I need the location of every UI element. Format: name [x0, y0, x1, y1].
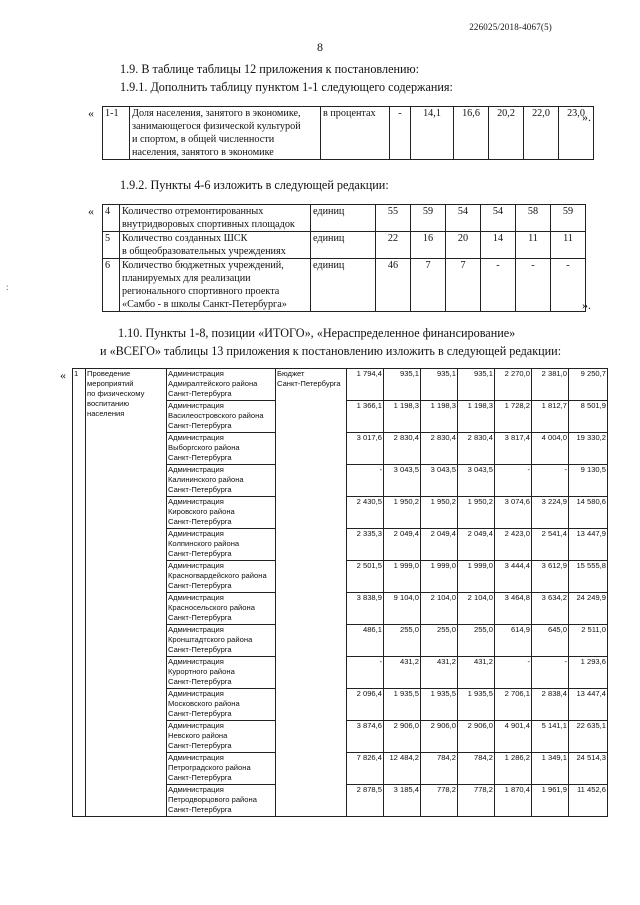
margin-mark: : — [6, 282, 9, 292]
value-cell: 7 — [411, 259, 446, 312]
value-cell: 3 043,5 — [421, 465, 458, 497]
value-cell: 16 — [411, 232, 446, 259]
organization-name: Администрация Василеостровского района Санкт-Петербурга — [167, 401, 276, 433]
value-cell: 3 874,6 — [347, 721, 384, 753]
value-cell: 431,2 — [458, 657, 495, 689]
indicator-name: Количество созданных ШСК в общеобразовательных учреждениях — [120, 232, 311, 259]
value-cell: 255,0 — [458, 625, 495, 657]
value-cell: 784,2 — [458, 753, 495, 785]
value-cell: 54 — [446, 205, 481, 232]
paragraph-1-10-line1: 1.10. Пункты 1-8, позиции «ИТОГО», «Нераспределенное финансирование» — [118, 326, 516, 340]
table-row — [103, 205, 586, 232]
table-row — [103, 232, 586, 259]
page-number: 8 — [317, 40, 323, 54]
unit: единиц — [311, 232, 376, 259]
value-cell: 22 635,1 — [569, 721, 608, 753]
value-cell: 54 — [481, 205, 516, 232]
organization-name: Администрация Красносельского района Санкт-Петербурга — [167, 593, 276, 625]
value-cell: 2 049,4 — [384, 529, 421, 561]
value-cell: 1 999,0 — [421, 561, 458, 593]
value-cell: 14 580,6 — [569, 497, 608, 529]
value-cell: 3 074,6 — [495, 497, 532, 529]
row-number: 6 — [103, 259, 120, 312]
row-number: 1 — [73, 369, 86, 817]
value-cell: - — [516, 259, 551, 312]
organization-name: Администрация Калининского района Санкт-Петербурга — [167, 465, 276, 497]
value-cell: 13 447,9 — [569, 529, 608, 561]
unit: единиц — [311, 259, 376, 312]
value-cell: 11 — [516, 232, 551, 259]
value-cell: 645,0 — [532, 625, 569, 657]
value-cell: 1 870,4 — [495, 785, 532, 817]
value-cell: 20,2 — [489, 107, 524, 160]
paragraph-1-9-2: 1.9.2. Пункты 4-6 изложить в следующей редакции: — [120, 178, 389, 192]
value-cell: 7 826,4 — [347, 753, 384, 785]
value-cell: 2 049,4 — [421, 529, 458, 561]
value-cell: 1 728,2 — [495, 401, 532, 433]
value-cell: 1 935,5 — [384, 689, 421, 721]
value-cell: 2 430,5 — [347, 497, 384, 529]
table-12-points-4-6 — [102, 204, 586, 312]
value-cell: 2 104,0 — [458, 593, 495, 625]
organization-name: Администрация Московского района Санкт-Петербурга — [167, 689, 276, 721]
value-cell: 1 950,2 — [384, 497, 421, 529]
value-cell: 12 484,2 — [384, 753, 421, 785]
table-row — [103, 107, 594, 160]
organization-name: Администрация Петродворцового района Санкт-Петербурга — [167, 785, 276, 817]
organization-name: Администрация Невского района Санкт-Петербурга — [167, 721, 276, 753]
value-cell: - — [347, 657, 384, 689]
value-cell: 1 198,3 — [384, 401, 421, 433]
value-cell: 1 999,0 — [458, 561, 495, 593]
paragraph-1-9-1: 1.9.1. Дополнить таблицу пунктом 1-1 следующего содержания: — [120, 80, 453, 94]
value-cell: 2 104,0 — [421, 593, 458, 625]
value-cell: 9 250,7 — [569, 369, 608, 401]
value-cell: - — [532, 465, 569, 497]
value-cell: 4 901,4 — [495, 721, 532, 753]
table-row — [103, 259, 586, 312]
value-cell: 1 349,1 — [532, 753, 569, 785]
value-cell: 935,1 — [421, 369, 458, 401]
value-cell: 22,0 — [524, 107, 559, 160]
value-cell: 2 423,0 — [495, 529, 532, 561]
value-cell: 3 634,2 — [532, 593, 569, 625]
value-cell: 3 043,5 — [384, 465, 421, 497]
value-cell: 19 330,2 — [569, 433, 608, 465]
organization-name: Администрация Петроградского района Санкт-Петербурга — [167, 753, 276, 785]
value-cell: 2 096,4 — [347, 689, 384, 721]
value-cell: 1 286,2 — [495, 753, 532, 785]
value-cell: 2 541,4 — [532, 529, 569, 561]
organization-name: Администрация Колпинского района Санкт-Петербурга — [167, 529, 276, 561]
organization-name: Администрация Кировского района Санкт-Петербурга — [167, 497, 276, 529]
value-cell: 778,2 — [421, 785, 458, 817]
row-number: 1-1 — [103, 107, 130, 160]
unit: в процентах — [321, 107, 390, 160]
value-cell: 7 — [446, 259, 481, 312]
value-cell: 3 464,8 — [495, 593, 532, 625]
value-cell: 1 950,2 — [421, 497, 458, 529]
value-cell: 2 878,5 — [347, 785, 384, 817]
value-cell: 24 249,9 — [569, 593, 608, 625]
value-cell: 2 501,5 — [347, 561, 384, 593]
value-cell: 3 224,9 — [532, 497, 569, 529]
value-cell: 3 017,6 — [347, 433, 384, 465]
indicator-name: Количество бюджетных учреждений, планируемых для реализации регионального спортивного проекта «Самбо - в школы Санкт-Петербурга» — [120, 259, 311, 312]
value-cell: 2 838,4 — [532, 689, 569, 721]
organization-name: Администрация Выборгского района Санкт-Петербурга — [167, 433, 276, 465]
value-cell: 11 — [551, 232, 586, 259]
value-cell: 9 104,0 — [384, 593, 421, 625]
value-cell: 1 935,5 — [458, 689, 495, 721]
value-cell: 255,0 — [421, 625, 458, 657]
value-cell: 3 612,9 — [532, 561, 569, 593]
value-cell: 2 830,4 — [421, 433, 458, 465]
activity-name: Проведение мероприятий по физическому воспитанию населения — [86, 369, 167, 817]
value-cell: 2 906,0 — [384, 721, 421, 753]
value-cell: 431,2 — [421, 657, 458, 689]
value-cell: 59 — [551, 205, 586, 232]
value-cell: 14,1 — [411, 107, 454, 160]
row-number: 4 — [103, 205, 120, 232]
value-cell: 2 511,0 — [569, 625, 608, 657]
paragraph-1-9: 1.9. В таблице таблицы 12 приложения к постановлению: — [120, 62, 420, 76]
value-cell: 784,2 — [421, 753, 458, 785]
table1-open-quote: « — [88, 106, 94, 120]
value-cell: 431,2 — [384, 657, 421, 689]
value-cell: - — [495, 465, 532, 497]
value-cell: 2 381,0 — [532, 369, 569, 401]
value-cell: 4 004,0 — [532, 433, 569, 465]
organization-name: Администрация Кронштадтского района Санкт-Петербурга — [167, 625, 276, 657]
value-cell: 3 838,9 — [347, 593, 384, 625]
value-cell: 2 830,4 — [384, 433, 421, 465]
row-number: 5 — [103, 232, 120, 259]
value-cell: 778,2 — [458, 785, 495, 817]
value-cell: 1 812,7 — [532, 401, 569, 433]
value-cell: - — [532, 657, 569, 689]
value-cell: 1 961,9 — [532, 785, 569, 817]
unit: единиц — [311, 205, 376, 232]
value-cell: 486,1 — [347, 625, 384, 657]
value-cell: 2 906,0 — [458, 721, 495, 753]
value-cell: 20 — [446, 232, 481, 259]
value-cell: 935,1 — [458, 369, 495, 401]
value-cell: 614,9 — [495, 625, 532, 657]
value-cell: 2 830,4 — [458, 433, 495, 465]
value-cell: 3 444,4 — [495, 561, 532, 593]
table2-open-quote: « — [88, 204, 94, 218]
value-cell: 1 198,3 — [458, 401, 495, 433]
indicator-name: Доля населения, занятого в экономике, занимающегося физической культурой и спортом, в общей численности населения, занятого в экономике — [130, 107, 321, 160]
value-cell: 2 049,4 — [458, 529, 495, 561]
value-cell: 24 514,3 — [569, 753, 608, 785]
value-cell: 15 555,8 — [569, 561, 608, 593]
value-cell: 16,6 — [454, 107, 489, 160]
value-cell: 14 — [481, 232, 516, 259]
value-cell: 8 501,9 — [569, 401, 608, 433]
value-cell: 2 906,0 — [421, 721, 458, 753]
value-cell: 255,0 — [384, 625, 421, 657]
value-cell: 1 999,0 — [384, 561, 421, 593]
value-cell: 2 706,1 — [495, 689, 532, 721]
value-cell: 13 447,4 — [569, 689, 608, 721]
value-cell: 1 293,6 — [569, 657, 608, 689]
value-cell: 59 — [411, 205, 446, 232]
organization-name: Администрация Адмиралтейского района Санкт-Петербурга — [167, 369, 276, 401]
table-row — [73, 369, 608, 401]
table3-open-quote: « — [60, 368, 66, 382]
value-cell: - — [481, 259, 516, 312]
value-cell: 11 452,6 — [569, 785, 608, 817]
value-cell: 58 — [516, 205, 551, 232]
table-13-financing — [72, 368, 608, 817]
value-cell: - — [347, 465, 384, 497]
funding-source: Бюджет Санкт-Петербурга — [276, 369, 347, 817]
value-cell: 1 198,3 — [421, 401, 458, 433]
value-cell: 2 335,3 — [347, 529, 384, 561]
value-cell: - — [551, 259, 586, 312]
value-cell: 1 794,4 — [347, 369, 384, 401]
value-cell: 1 366,1 — [347, 401, 384, 433]
table-12-point-1-1 — [102, 106, 594, 160]
value-cell: 5 141,1 — [532, 721, 569, 753]
value-cell: 3 043,5 — [458, 465, 495, 497]
value-cell: 2 270,0 — [495, 369, 532, 401]
value-cell: - — [495, 657, 532, 689]
value-cell: - — [390, 107, 411, 160]
document-number: 226025/2018-4067(5) — [469, 22, 552, 32]
value-cell: 1 935,5 — [421, 689, 458, 721]
value-cell: 3 185,4 — [384, 785, 421, 817]
indicator-name: Количество отремонтированных внутридворовых спортивных площадок — [120, 205, 311, 232]
value-cell: 23,0 — [559, 107, 594, 160]
value-cell: 46 — [376, 259, 411, 312]
value-cell: 9 130,5 — [569, 465, 608, 497]
value-cell: 1 950,2 — [458, 497, 495, 529]
value-cell: 55 — [376, 205, 411, 232]
value-cell: 22 — [376, 232, 411, 259]
value-cell: 3 817,4 — [495, 433, 532, 465]
table1-close-quote: ». — [582, 110, 591, 124]
organization-name: Администрация Красногвардейского района Санкт-Петербурга — [167, 561, 276, 593]
table2-close-quote: ». — [582, 298, 591, 312]
paragraph-1-10-line2: и «ВСЕГО» таблицы 13 приложения к постановлению изложить в следующей редакции: — [100, 344, 562, 358]
organization-name: Администрация Курортного района Санкт-Петербурга — [167, 657, 276, 689]
value-cell: 935,1 — [384, 369, 421, 401]
